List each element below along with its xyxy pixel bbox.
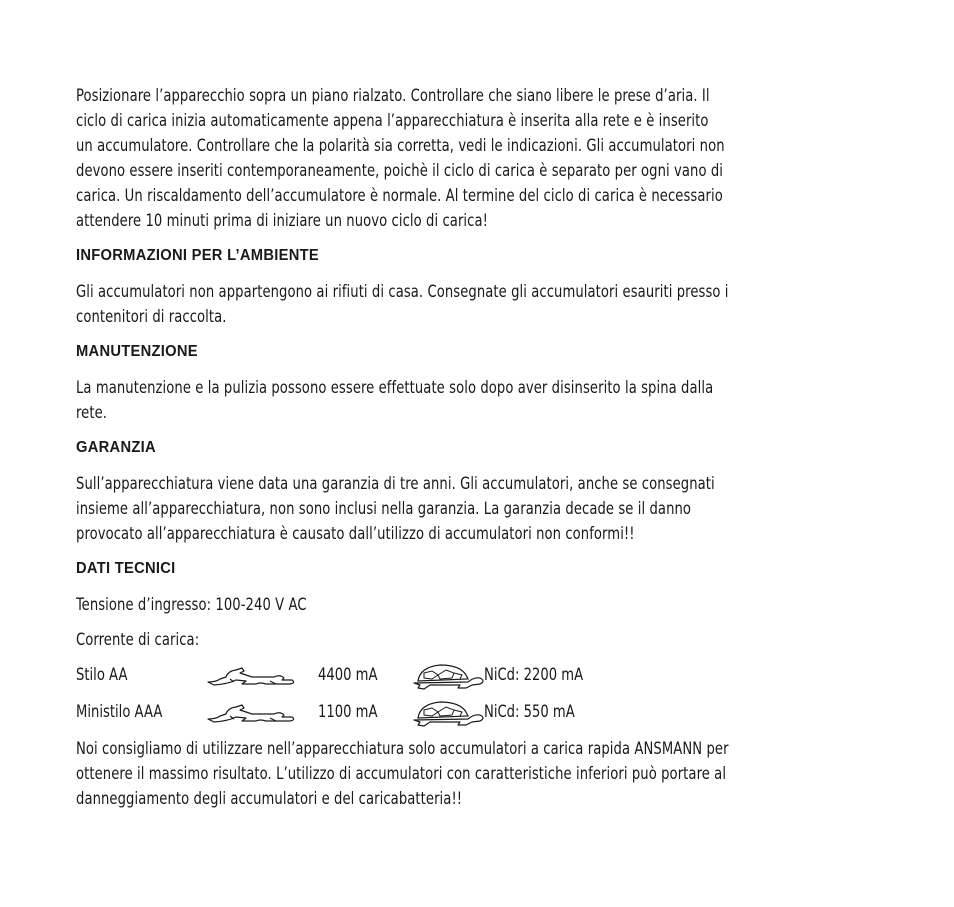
- document-page: [76, 84, 876, 812]
- heading-dati-tecnici: DATI TECNICI: [76, 560, 176, 577]
- spec-label: Ministilo AAA: [76, 702, 163, 722]
- text-line: rete.: [76, 403, 108, 423]
- text-line: ottenere il massimo risultato. L’utilizzo di accumulatori con caratteristiche inferiori può portare al: [76, 764, 727, 784]
- text-line: Sull’apparecchiatura viene data una garanzia di tre anni. Gli accumulatori, anche se consegnati: [76, 474, 715, 494]
- slow-charge-value: NiCd: 550 mA: [484, 702, 575, 722]
- text-line: Corrente di carica:: [76, 630, 200, 650]
- fast-charge-value: 4400 mA: [318, 665, 378, 685]
- text-line: attendere 10 minuti prima di iniziare un nuovo ciclo di carica!: [76, 211, 488, 231]
- text-line: devono essere inseriti contemporaneamente, poichè il ciclo di carica è separato per ogni vano di: [76, 161, 724, 181]
- text-line: ciclo di carica inizia automaticamente appena l’apparecchiatura è inserita alla rete e è inserito: [76, 111, 709, 131]
- turtle-icon: [410, 661, 486, 691]
- text-line: Tensione d’ingresso: 100-240 V AC: [76, 595, 307, 615]
- text-line: La manutenzione e la pulizia possono essere effettuate solo dopo aver disinserito la spina dalla: [76, 378, 714, 398]
- slow-charge-value: NiCd: 2200 mA: [484, 665, 584, 685]
- turtle-icon: [410, 698, 486, 728]
- hare-icon: [206, 665, 298, 687]
- fast-charge-value: 1100 mA: [318, 702, 378, 722]
- heading-garanzia: GARANZIA: [76, 439, 156, 456]
- manutenzione-paragraph: [76, 376, 876, 426]
- spec-label: Stilo AA: [76, 665, 128, 685]
- ambiente-paragraph: [76, 280, 876, 330]
- text-line: danneggiamento degli accumulatori e del caricabatteria!!: [76, 789, 463, 809]
- closing-paragraph: [76, 737, 876, 812]
- text-line: insieme all’apparecchiatura, non sono inclusi nella garanzia. La garanzia decade se il danno: [76, 499, 692, 519]
- text-line: un accumulatore. Controllare che la polarità sia corretta, vedi le indicazioni. Gli accumulatori non: [76, 136, 725, 156]
- heading-manutenzione: MANUTENZIONE: [76, 343, 198, 360]
- spec-row-aa: [76, 663, 876, 700]
- garanzia-paragraph: [76, 472, 876, 547]
- tensione-line: [76, 593, 876, 618]
- intro-paragraph: [76, 84, 876, 234]
- hare-icon: [206, 702, 298, 724]
- text-line: Gli accumulatori non appartengono ai rifiuti di casa. Consegnate gli accumulatori esauriti presso i: [76, 282, 729, 302]
- corrente-line: [76, 628, 876, 653]
- heading-ambiente: INFORMAZIONI PER L’AMBIENTE: [76, 247, 319, 264]
- text-line: Noi consigliamo di utilizzare nell’apparecchiatura solo accumulatori a carica rapida ANSMANN per: [76, 739, 729, 759]
- text-line: provocato all’apparecchiatura è causato dall’utilizzo di accumulatori non conformi!!: [76, 524, 635, 544]
- text-line: contenitori di raccolta.: [76, 307, 227, 327]
- spec-row-aaa: [76, 700, 876, 737]
- text-line: carica. Un riscaldamento dell’accumulatore è normale. Al termine del ciclo di carica è necessario: [76, 186, 723, 206]
- text-line: Posizionare l’apparecchio sopra un piano rialzato. Controllare che siano libere le prese d’aria. Il: [76, 86, 710, 106]
